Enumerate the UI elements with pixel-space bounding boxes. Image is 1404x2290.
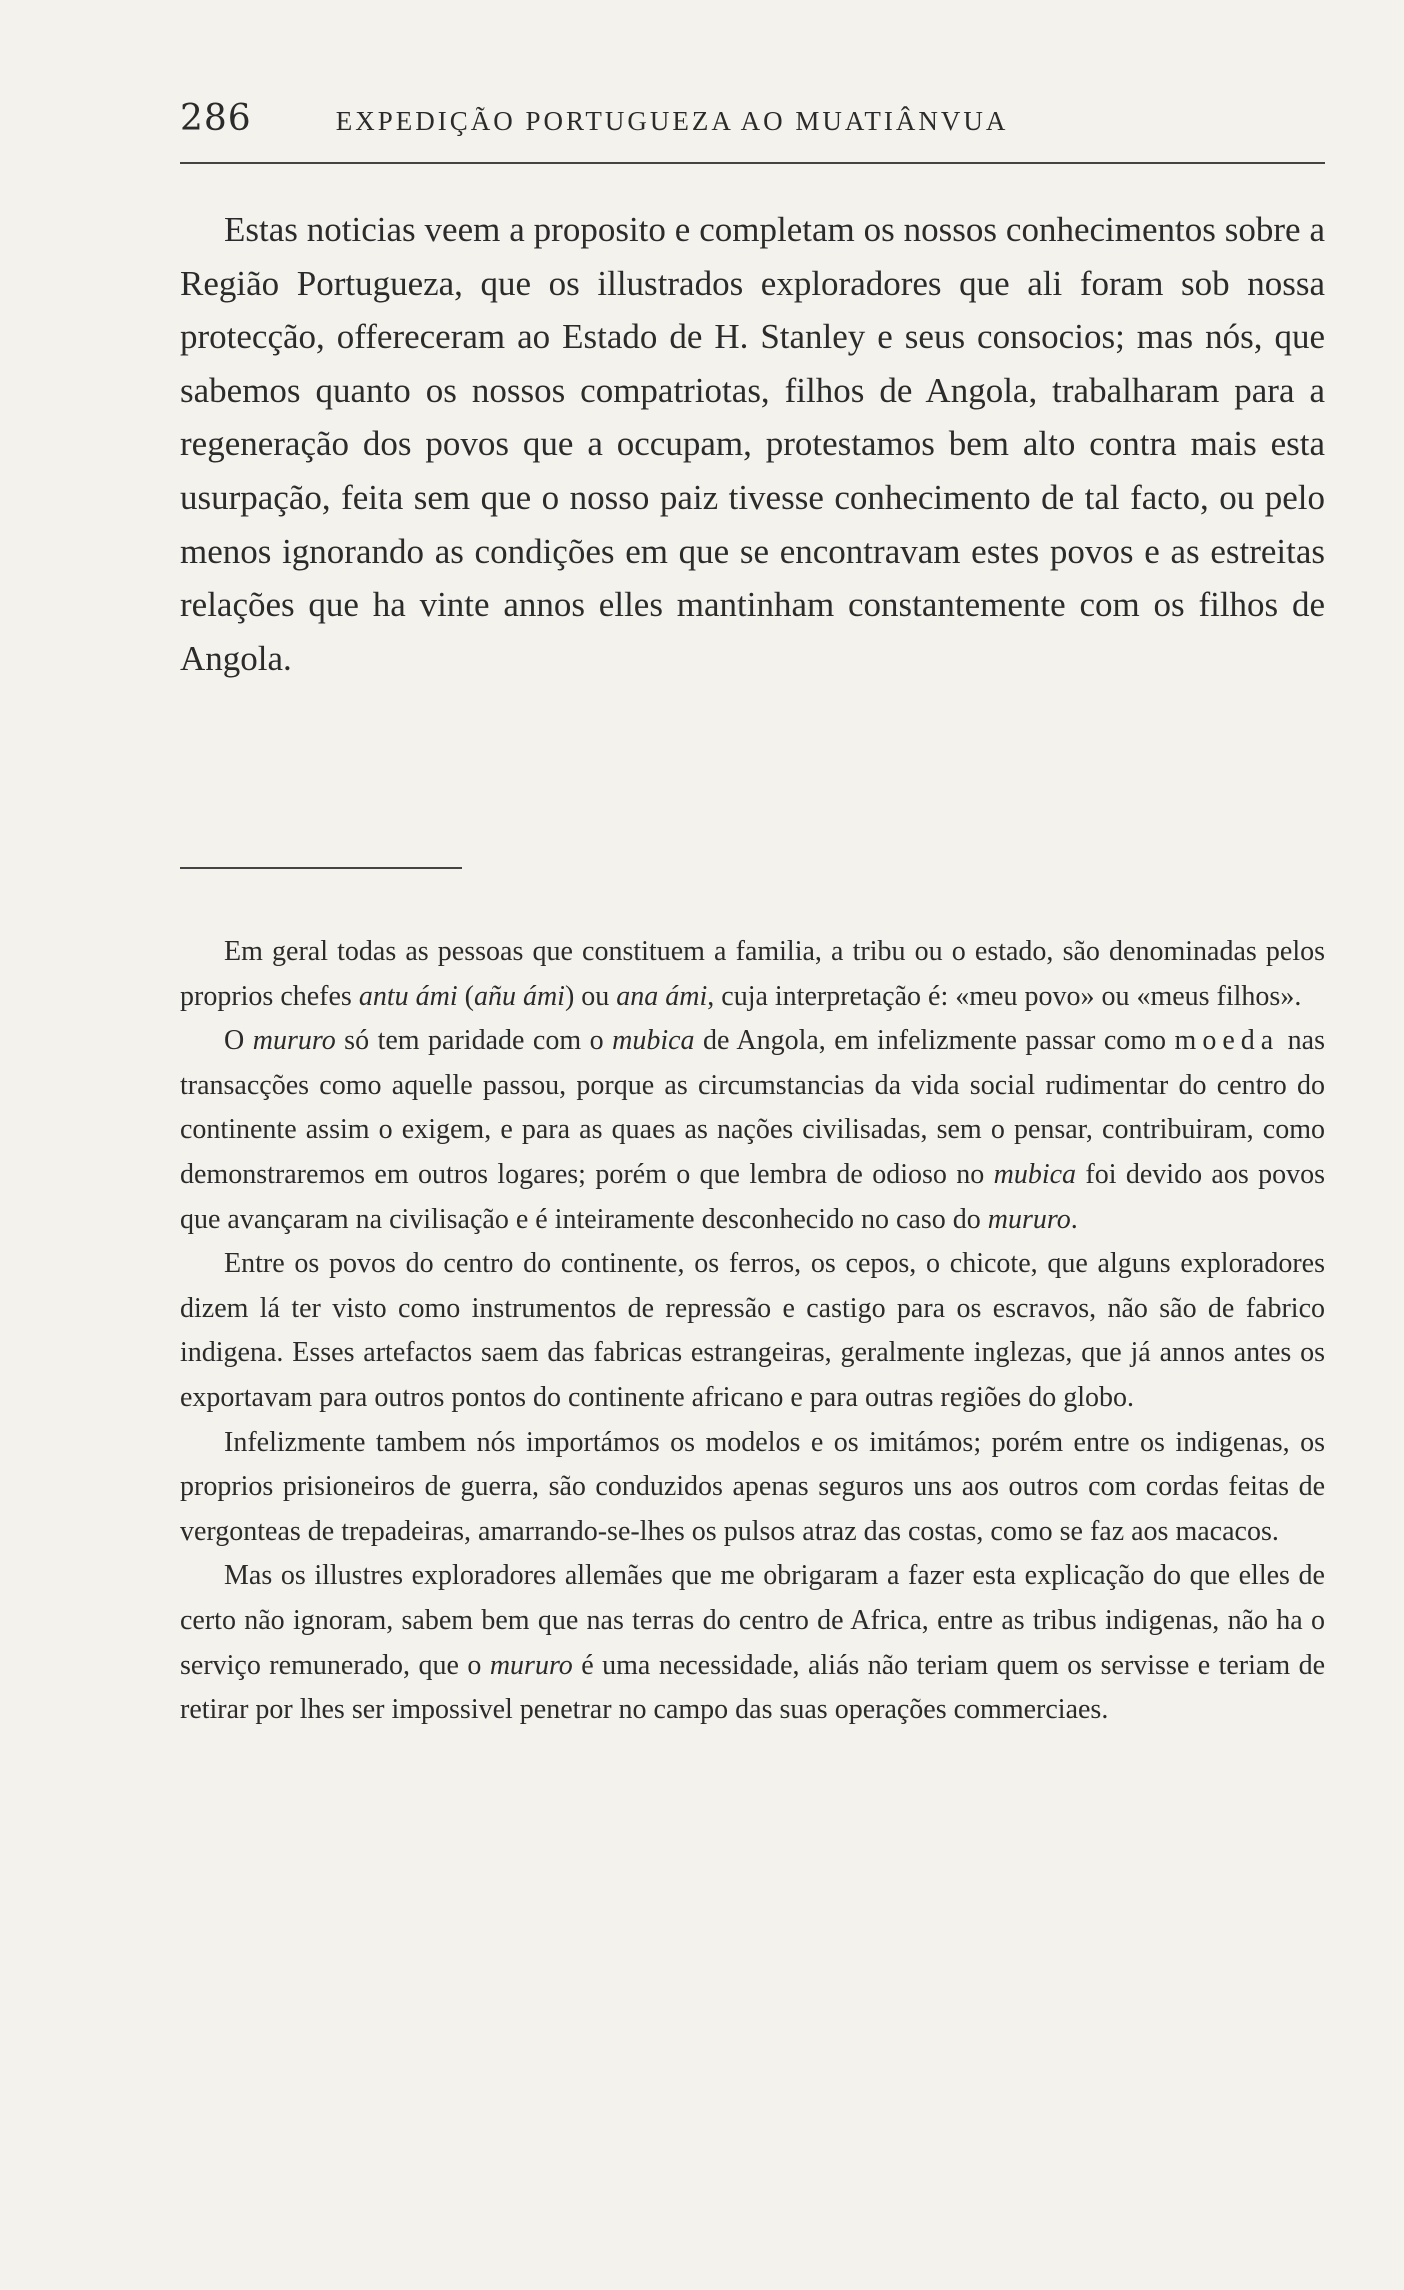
- note-text: Mas os illustres exploradores allemães que me obrigaram a fazer esta explicação do que elles de certo não ignoram, sabem bem que nas terras do centro de Africa, entre as tribus indigenas, não ha o serviço remunerado, que o: [180, 1560, 1325, 1681]
- note-paragraph: [180, 930, 1325, 1019]
- note-italic-term: mururo: [987, 1203, 1071, 1235]
- note-text: de Angola, em infelizmente passar como: [694, 1025, 1175, 1057]
- note-paragraph: [180, 1019, 1325, 1242]
- note-spaced-term: moeda: [1174, 1025, 1280, 1057]
- note-paragraph: Entre os povos do centro do continente, os ferros, os cepos, o chicote, que alguns exploradores dizem lá ter visto como instrumentos de repressão e castigo para os escravos, não são de fabrico indigena. Esses artefactos saem das fabricas estrangeiras, geralmente inglezas, que já annos antes os exportavam para outros pontos do continente africano e para outras regiões do globo.: [180, 1248, 1325, 1413]
- note-italic-term: mubica: [993, 1158, 1077, 1190]
- note-text: é uma necessidade, aliás não teriam quem os servisse e teriam de retirar por lhes ser impossivel penetrar no campo das suas operações commerciaes.: [180, 1649, 1325, 1726]
- note-text: (: [457, 980, 474, 1012]
- note-text: , cuja interpretação é: «meu povo» ou «meus filhos».: [707, 980, 1302, 1012]
- note-paragraph: Infelizmente tambem nós importámos os modelos e os imitámos; porém entre os indigenas, os proprios prisioneiros de guerra, são conduzidos apenas seguros uns aos outros com cordas feitas de vergonteas de trepadeiras, amarrando-se-lhes os pulsos atraz das costas, como se faz aos macacos.: [180, 1426, 1325, 1547]
- note-italic-term: antu ámi: [358, 980, 458, 1012]
- note-italic-term: mururo: [252, 1025, 336, 1057]
- note-italic-term: mururo: [489, 1649, 573, 1681]
- note-text: ) ou: [564, 980, 617, 1012]
- note-text: O: [224, 1025, 253, 1057]
- note-text: só tem paridade com o: [335, 1025, 613, 1057]
- note-text: .: [1070, 1203, 1078, 1235]
- note-italic-term: añu ámi: [473, 980, 565, 1012]
- footnotes: [180, 930, 1325, 1733]
- note-italic-term: mubica: [612, 1025, 695, 1057]
- note-text: Em geral todas as pessoas que constituem a familia, a tribu ou o estado, são denominadas pelos proprios chefes: [180, 936, 1325, 1012]
- page-number: 286: [180, 98, 252, 139]
- note-italic-term: ana ámi: [616, 980, 708, 1012]
- main-text: [180, 203, 1325, 685]
- running-title: EXPEDIÇÃO PORTUGUEZA AO MUATIÂNVUA: [335, 106, 1009, 136]
- running-header: [180, 98, 1325, 139]
- header-rule: [180, 162, 1325, 164]
- note-paragraph: [180, 1554, 1325, 1732]
- note-text: foi devido aos povos que avançaram na civilisação e é inteiramente desconhecido no caso do: [180, 1158, 1325, 1235]
- notes-separator: [180, 867, 462, 869]
- note-text: nas transacções como aquelle passou, porque as circumstancias da vida social rudimentar do centro do continente assim o exigem, e para as quaes as nações civilisadas, sem o pensar, contribuiram, como demonstraremos em outros logares; porém o que lembra de odioso no: [180, 1025, 1325, 1190]
- main-paragraph: Estas noticias veem a proposito e completam os nossos conhecimentos sobre a Região Portugueza, que os illustrados exploradores que ali foram sob nossa protecção, offereceram ao Estado de H. Stanley e seus consocios; mas nós, que sabemos quanto os nossos compatriotas, filhos de Angola, trabalharam para a regeneração dos povos que a occupam, protestamos bem alto contra mais esta usurpação, feita sem que o nosso paiz tivesse conhecimento de tal facto, ou pelo menos ignorando as condições em que se encontravam estes povos e as estreitas relações que ha vinte annos elles mantinham constantemente com os filhos de Angola.: [180, 210, 1325, 678]
